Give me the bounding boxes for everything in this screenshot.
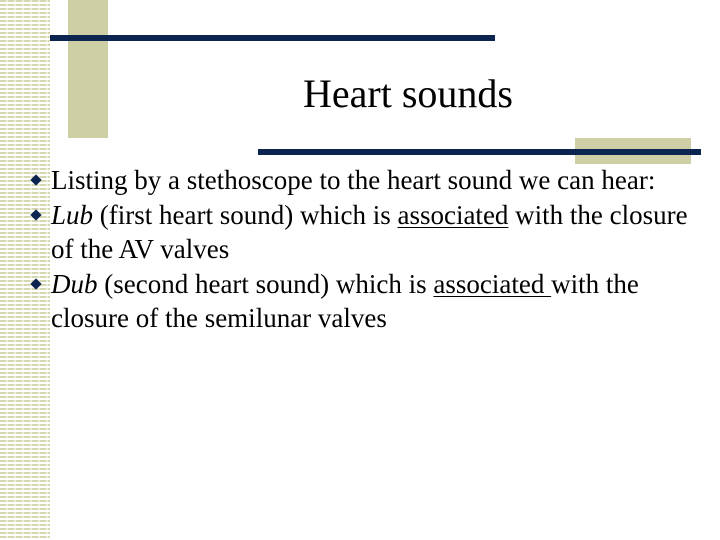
diamond-bullet-icon (30, 278, 41, 289)
bullet-term-dub: Dub (51, 268, 98, 299)
bullet-list (30, 163, 710, 336)
underlined-term: associated (433, 268, 552, 299)
slide-title-container (100, 70, 695, 118)
bullet-item (30, 267, 710, 336)
bullet-text: Listing by a stethoscope to the heart sound we can hear: (51, 165, 656, 195)
diamond-bullet-icon (30, 174, 41, 185)
title-rule-bottom (258, 149, 701, 155)
slide-title: Heart sounds (303, 71, 513, 116)
underlined-term: associated (397, 199, 509, 230)
bullet-text: (first heart sound) which is (93, 199, 398, 230)
bullet-item (30, 163, 710, 198)
bullet-item (30, 198, 710, 267)
bullet-term-lub: Lub (51, 199, 94, 230)
bullet-text: (second heart sound) which is (97, 268, 434, 299)
diamond-bullet-icon (30, 209, 41, 220)
bullet-text: with the closure of the semilunar valves (51, 268, 639, 333)
title-rule-top (50, 35, 495, 41)
bullet-text: with the closure of the AV valves (51, 199, 688, 264)
